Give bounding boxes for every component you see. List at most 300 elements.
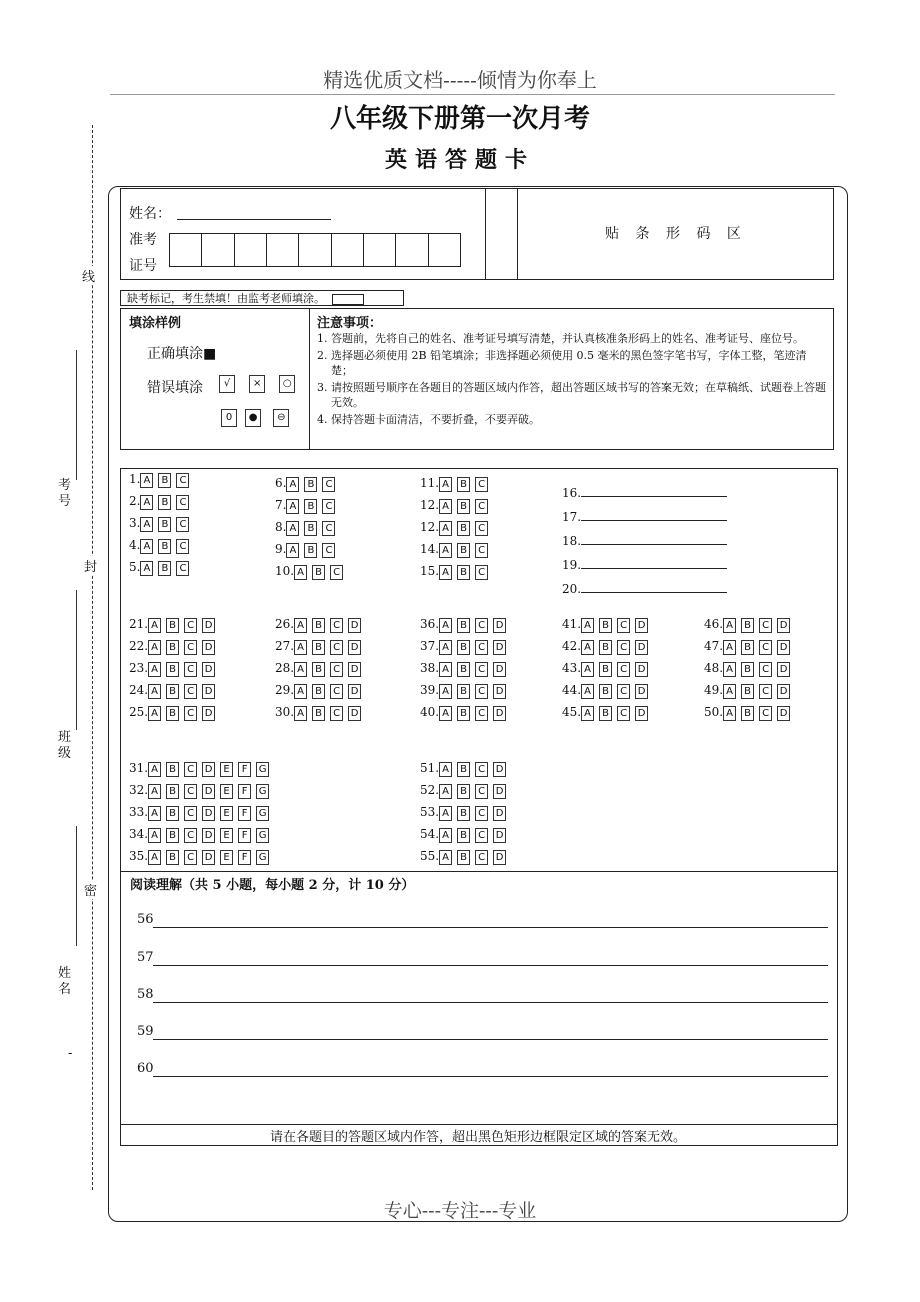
- option-bubble-c[interactable]: C: [184, 806, 197, 821]
- option-bubble-d[interactable]: D: [202, 806, 215, 821]
- option-bubble-c[interactable]: C: [184, 828, 197, 843]
- option-bubble-c[interactable]: C: [759, 684, 772, 699]
- sidebar-feng: 封: [84, 556, 100, 575]
- option-bubble-a[interactable]: A: [581, 640, 594, 655]
- option-bubble-b[interactable]: B: [457, 706, 470, 721]
- reading-title: 阅读理解（共 5 小题，每小题 2 分，计 10 分）: [130, 878, 415, 893]
- name-label: 姓名：: [129, 206, 171, 222]
- option-bubble-b[interactable]: B: [457, 828, 470, 843]
- mc-question-row: [275, 564, 348, 580]
- mc-question-row: [420, 476, 493, 492]
- fill-blank-row: [562, 556, 727, 572]
- option-bubble-d[interactable]: D: [777, 684, 790, 699]
- mc-question-row: [420, 849, 511, 865]
- option-bubble-b[interactable]: B: [304, 477, 317, 492]
- option-bubble-g[interactable]: G: [256, 850, 269, 865]
- option-bubble-a[interactable]: A: [723, 684, 736, 699]
- option-bubble-g[interactable]: G: [256, 806, 269, 821]
- question-number: 22.: [129, 639, 149, 653]
- option-bubble-a[interactable]: A: [439, 640, 452, 655]
- question-number: 46.: [704, 617, 724, 631]
- option-bubble-a[interactable]: A: [439, 565, 452, 580]
- option-bubble-d[interactable]: D: [202, 850, 215, 865]
- id-number-boxes[interactable]: [169, 233, 461, 267]
- option-bubble-a[interactable]: A: [148, 640, 161, 655]
- option-bubble-b[interactable]: B: [457, 784, 470, 799]
- wrong-mark-cross: ×: [249, 375, 265, 393]
- question-number: 4.: [129, 538, 141, 552]
- option-bubble-c[interactable]: C: [322, 521, 335, 536]
- option-bubble-e[interactable]: E: [220, 828, 233, 843]
- option-bubble-b[interactable]: B: [457, 565, 470, 580]
- option-bubble-f[interactable]: F: [238, 850, 251, 865]
- option-bubble-a[interactable]: A: [140, 539, 153, 554]
- option-bubble-f[interactable]: F: [238, 784, 251, 799]
- mc-question-row: [704, 683, 795, 699]
- question-number: 6.: [275, 476, 287, 490]
- option-bubble-d[interactable]: D: [493, 850, 506, 865]
- mc-question-row: [562, 705, 653, 721]
- mc-question-row: [562, 661, 653, 677]
- mc-question-row: [129, 472, 194, 488]
- option-bubble-b[interactable]: B: [457, 521, 470, 536]
- option-bubble-d[interactable]: D: [202, 640, 215, 655]
- option-bubble-b[interactable]: B: [158, 517, 171, 532]
- option-bubble-a[interactable]: A: [286, 543, 299, 558]
- option-bubble-c[interactable]: C: [322, 543, 335, 558]
- mc-question-row: [420, 783, 511, 799]
- option-bubble-c[interactable]: C: [475, 565, 488, 580]
- option-bubble-b[interactable]: B: [457, 618, 470, 633]
- option-bubble-a[interactable]: A: [140, 561, 153, 576]
- option-bubble-c[interactable]: C: [176, 495, 189, 510]
- option-bubble-c[interactable]: C: [184, 784, 197, 799]
- option-bubble-a[interactable]: A: [294, 662, 307, 677]
- question-number: 52.: [420, 783, 440, 797]
- mc-question-row: [420, 661, 511, 677]
- option-bubble-b[interactable]: B: [741, 640, 754, 655]
- option-bubble-b[interactable]: B: [166, 828, 179, 843]
- question-number: 42.: [562, 639, 582, 653]
- option-bubble-b[interactable]: B: [457, 640, 470, 655]
- option-bubble-d[interactable]: D: [202, 762, 215, 777]
- option-bubble-d[interactable]: D: [493, 762, 506, 777]
- question-number: 21.: [129, 617, 149, 631]
- option-bubble-c[interactable]: C: [176, 561, 189, 576]
- option-bubble-a[interactable]: A: [286, 499, 299, 514]
- mc-question-row: [129, 705, 220, 721]
- mc-question-row: [129, 783, 274, 799]
- option-bubble-b[interactable]: B: [312, 618, 325, 633]
- sidebar-rule-2: [76, 590, 78, 730]
- option-bubble-c[interactable]: C: [617, 684, 630, 699]
- option-bubble-a[interactable]: A: [439, 828, 452, 843]
- option-bubble-d[interactable]: D: [493, 784, 506, 799]
- option-bubble-g[interactable]: G: [256, 784, 269, 799]
- option-bubble-b[interactable]: B: [599, 684, 612, 699]
- reading-answer-line[interactable]: [153, 1076, 828, 1077]
- option-bubble-d[interactable]: D: [348, 640, 361, 655]
- option-bubble-c[interactable]: C: [475, 543, 488, 558]
- option-bubble-a[interactable]: A: [148, 850, 161, 865]
- option-bubble-b[interactable]: B: [304, 521, 317, 536]
- option-bubble-c[interactable]: C: [184, 618, 197, 633]
- option-bubble-a[interactable]: A: [286, 521, 299, 536]
- option-bubble-b[interactable]: B: [158, 561, 171, 576]
- option-bubble-d[interactable]: D: [202, 784, 215, 799]
- option-bubble-b[interactable]: B: [166, 762, 179, 777]
- option-bubble-g[interactable]: G: [256, 762, 269, 777]
- question-number: 38.: [420, 661, 440, 675]
- option-bubble-a[interactable]: A: [148, 706, 161, 721]
- option-bubble-b[interactable]: B: [599, 618, 612, 633]
- option-bubble-c[interactable]: C: [475, 762, 488, 777]
- option-bubble-d[interactable]: D: [202, 684, 215, 699]
- option-bubble-a[interactable]: A: [723, 618, 736, 633]
- option-bubble-d[interactable]: D: [777, 706, 790, 721]
- option-bubble-d[interactable]: D: [635, 684, 648, 699]
- question-number: 54.: [420, 827, 440, 841]
- option-bubble-c[interactable]: C: [184, 640, 197, 655]
- option-bubble-b[interactable]: B: [457, 806, 470, 821]
- question-number: 36.: [420, 617, 440, 631]
- option-bubble-b[interactable]: B: [457, 850, 470, 865]
- option-bubble-c[interactable]: C: [759, 618, 772, 633]
- option-bubble-b[interactable]: B: [166, 618, 179, 633]
- option-bubble-c[interactable]: C: [184, 762, 197, 777]
- option-bubble-a[interactable]: A: [439, 499, 452, 514]
- bottom-note: 请在各题目的答题区域内作答，超出黑色矩形边框限定区域的答案无效。: [269, 1130, 686, 1145]
- option-bubble-b[interactable]: B: [457, 662, 470, 677]
- name-field[interactable]: [177, 219, 331, 220]
- option-bubble-a[interactable]: A: [439, 543, 452, 558]
- option-bubble-d[interactable]: D: [777, 662, 790, 677]
- option-bubble-c[interactable]: C: [322, 477, 335, 492]
- option-bubble-a[interactable]: A: [439, 850, 452, 865]
- mc-question-row: [704, 639, 795, 655]
- option-bubble-a[interactable]: A: [723, 706, 736, 721]
- bottom-note-divider: [121, 1124, 837, 1125]
- wrong-mark-dot: ●: [245, 409, 261, 427]
- option-bubble-b[interactable]: B: [166, 850, 179, 865]
- option-bubble-a[interactable]: A: [148, 662, 161, 677]
- question-number: 47.: [704, 639, 724, 653]
- option-bubble-b[interactable]: B: [457, 684, 470, 699]
- option-bubble-c[interactable]: C: [475, 662, 488, 677]
- option-bubble-c[interactable]: C: [759, 640, 772, 655]
- question-number: 20.: [562, 582, 582, 596]
- option-bubble-c[interactable]: C: [184, 662, 197, 677]
- option-bubble-b[interactable]: B: [166, 784, 179, 799]
- option-bubble-c[interactable]: C: [475, 618, 488, 633]
- option-bubble-d[interactable]: D: [202, 662, 215, 677]
- option-bubble-c[interactable]: C: [184, 684, 197, 699]
- option-bubble-d[interactable]: D: [348, 706, 361, 721]
- option-bubble-b[interactable]: B: [741, 618, 754, 633]
- question-number: 41.: [562, 617, 582, 631]
- option-bubble-c[interactable]: C: [184, 706, 197, 721]
- option-bubble-b[interactable]: B: [166, 684, 179, 699]
- option-bubble-a[interactable]: A: [581, 662, 594, 677]
- option-bubble-b[interactable]: B: [312, 640, 325, 655]
- option-bubble-b[interactable]: B: [741, 706, 754, 721]
- option-bubble-b[interactable]: B: [166, 706, 179, 721]
- option-bubble-b[interactable]: B: [166, 640, 179, 655]
- option-bubble-c[interactable]: C: [475, 499, 488, 514]
- option-bubble-b[interactable]: B: [158, 473, 171, 488]
- option-bubble-c[interactable]: C: [617, 618, 630, 633]
- reading-question-number: 58: [137, 987, 154, 1002]
- mc-question-row: [129, 805, 274, 821]
- option-bubble-a[interactable]: A: [294, 640, 307, 655]
- mc-question-row: [129, 617, 220, 633]
- option-bubble-d[interactable]: D: [635, 706, 648, 721]
- option-bubble-b[interactable]: B: [457, 499, 470, 514]
- option-bubble-a[interactable]: A: [294, 684, 307, 699]
- question-number: 37.: [420, 639, 440, 653]
- instructions-box: [120, 308, 834, 450]
- option-bubble-d[interactable]: D: [348, 684, 361, 699]
- option-bubble-d[interactable]: D: [635, 640, 648, 655]
- question-number: 19.: [562, 558, 582, 572]
- option-bubble-c[interactable]: C: [184, 850, 197, 865]
- option-bubble-b[interactable]: B: [166, 806, 179, 821]
- instructions-divider: [309, 309, 311, 449]
- option-bubble-d[interactable]: D: [493, 828, 506, 843]
- option-bubble-c[interactable]: C: [475, 784, 488, 799]
- option-bubble-a[interactable]: A: [581, 618, 594, 633]
- option-bubble-a[interactable]: A: [294, 618, 307, 633]
- question-number: 45.: [562, 705, 582, 719]
- option-bubble-f[interactable]: F: [238, 806, 251, 821]
- option-bubble-a[interactable]: A: [581, 706, 594, 721]
- option-bubble-d[interactable]: D: [202, 618, 215, 633]
- option-bubble-d[interactable]: D: [493, 640, 506, 655]
- option-bubble-b[interactable]: B: [741, 662, 754, 677]
- option-bubble-e[interactable]: E: [220, 850, 233, 865]
- note-item: 2. 选择题必须使用 2B 铅笔填涂；非选择题必须使用 0.5 毫米的黑色签字笔书写，字体工整，笔迹清楚；: [317, 349, 807, 377]
- option-bubble-c[interactable]: C: [322, 499, 335, 514]
- option-bubble-d[interactable]: D: [493, 662, 506, 677]
- option-bubble-a[interactable]: A: [148, 618, 161, 633]
- option-bubble-a[interactable]: A: [439, 477, 452, 492]
- option-bubble-c[interactable]: C: [176, 517, 189, 532]
- option-bubble-c[interactable]: C: [475, 706, 488, 721]
- option-bubble-c[interactable]: C: [330, 640, 343, 655]
- wrong-marks-row-1: [219, 375, 300, 393]
- option-bubble-d[interactable]: D: [348, 618, 361, 633]
- question-number: 29.: [275, 683, 295, 697]
- answer-line[interactable]: [581, 556, 727, 569]
- option-bubble-b[interactable]: B: [158, 495, 171, 510]
- option-bubble-a[interactable]: A: [148, 784, 161, 799]
- option-bubble-d[interactable]: D: [493, 706, 506, 721]
- notes-list: [317, 331, 827, 427]
- mc-question-row: [275, 542, 340, 558]
- reading-answer-line[interactable]: [153, 1039, 828, 1040]
- barcode-area: 贴 条 形 码 区: [605, 226, 747, 242]
- option-bubble-b[interactable]: B: [457, 543, 470, 558]
- option-bubble-b[interactable]: B: [457, 762, 470, 777]
- option-bubble-d[interactable]: D: [493, 684, 506, 699]
- mc-question-row: [420, 805, 511, 821]
- reading-answer-line[interactable]: [153, 927, 828, 928]
- option-bubble-a[interactable]: A: [439, 806, 452, 821]
- question-number: 10.: [275, 564, 295, 578]
- option-bubble-b[interactable]: B: [599, 706, 612, 721]
- info-divider-1: [485, 189, 487, 279]
- wrong-mark-zero: 0: [221, 409, 237, 427]
- reading-question-number: 56: [137, 912, 154, 927]
- option-bubble-a[interactable]: A: [286, 477, 299, 492]
- mc-question-row: [420, 617, 511, 633]
- option-bubble-c[interactable]: C: [475, 850, 488, 865]
- question-number: 55.: [420, 849, 440, 863]
- option-bubble-b[interactable]: B: [312, 565, 325, 580]
- option-bubble-c[interactable]: C: [176, 473, 189, 488]
- mc-question-row: [129, 683, 220, 699]
- mc-question-row: [129, 661, 220, 677]
- question-number: 50.: [704, 705, 724, 719]
- option-bubble-b[interactable]: B: [312, 684, 325, 699]
- answer-line[interactable]: [581, 580, 727, 593]
- option-bubble-b[interactable]: B: [312, 706, 325, 721]
- question-number: 35.: [129, 849, 149, 863]
- fill-blank-row: [562, 484, 727, 500]
- option-bubble-b[interactable]: B: [166, 662, 179, 677]
- option-bubble-c[interactable]: C: [330, 565, 343, 580]
- reading-question-number: 60: [137, 1061, 154, 1076]
- option-bubble-d[interactable]: D: [202, 706, 215, 721]
- absent-mark-box[interactable]: [332, 294, 364, 305]
- answer-line[interactable]: [581, 508, 727, 521]
- answer-line[interactable]: [581, 484, 727, 497]
- sidebar-xian: 线: [82, 266, 95, 285]
- option-bubble-f[interactable]: F: [238, 828, 251, 843]
- reading-answer-line[interactable]: [153, 1002, 828, 1003]
- wrong-marks-row-2: [221, 409, 294, 427]
- reading-question-number: 59: [137, 1024, 154, 1039]
- option-bubble-b[interactable]: B: [599, 640, 612, 655]
- option-bubble-g[interactable]: G: [256, 828, 269, 843]
- option-bubble-b[interactable]: B: [304, 543, 317, 558]
- option-bubble-b[interactable]: B: [599, 662, 612, 677]
- example-title: 填涂样例: [129, 316, 182, 331]
- option-bubble-a[interactable]: A: [148, 684, 161, 699]
- option-bubble-c[interactable]: C: [475, 477, 488, 492]
- option-bubble-c[interactable]: C: [330, 662, 343, 677]
- answer-line[interactable]: [581, 532, 727, 545]
- option-bubble-a[interactable]: A: [294, 565, 307, 580]
- option-bubble-d[interactable]: D: [493, 618, 506, 633]
- question-number: 14.: [420, 542, 440, 556]
- option-bubble-c[interactable]: C: [617, 706, 630, 721]
- mc-question-row: [562, 639, 653, 655]
- page-header: 精选优质文档-----倾情为你奉上: [323, 68, 597, 92]
- option-bubble-c[interactable]: C: [330, 684, 343, 699]
- option-bubble-b[interactable]: B: [312, 662, 325, 677]
- sidebar-kaohao: 考号: [58, 478, 72, 509]
- option-bubble-c[interactable]: C: [330, 706, 343, 721]
- option-bubble-a[interactable]: A: [140, 495, 153, 510]
- option-bubble-a[interactable]: A: [439, 684, 452, 699]
- option-bubble-e[interactable]: E: [220, 762, 233, 777]
- option-bubble-e[interactable]: E: [220, 806, 233, 821]
- option-bubble-b[interactable]: B: [158, 539, 171, 554]
- option-bubble-a[interactable]: A: [723, 640, 736, 655]
- question-number: 30.: [275, 705, 295, 719]
- note-item: 4. 保持答题卡面清洁，不要折叠，不要弄破。: [317, 413, 540, 426]
- question-number: 31.: [129, 761, 149, 775]
- mc-question-row: [275, 661, 366, 677]
- question-number: 26.: [275, 617, 295, 631]
- header-divider: [110, 94, 835, 95]
- option-bubble-a[interactable]: A: [439, 784, 452, 799]
- option-bubble-c[interactable]: C: [617, 662, 630, 677]
- option-bubble-d[interactable]: D: [777, 640, 790, 655]
- option-bubble-c[interactable]: C: [176, 539, 189, 554]
- option-bubble-a[interactable]: A: [439, 618, 452, 633]
- option-bubble-d[interactable]: D: [635, 618, 648, 633]
- option-bubble-c[interactable]: C: [330, 618, 343, 633]
- option-bubble-a[interactable]: A: [140, 473, 153, 488]
- option-bubble-a[interactable]: A: [581, 684, 594, 699]
- reading-answer-line[interactable]: [153, 965, 828, 966]
- mc-question-row: [129, 849, 274, 865]
- question-number: 39.: [420, 683, 440, 697]
- option-bubble-a[interactable]: A: [439, 662, 452, 677]
- question-number: 51.: [420, 761, 440, 775]
- id-label-2: 证号: [129, 258, 157, 274]
- option-bubble-f[interactable]: F: [238, 762, 251, 777]
- wrong-mark-circle: ○: [279, 375, 295, 393]
- option-bubble-c[interactable]: C: [475, 640, 488, 655]
- option-bubble-a[interactable]: A: [148, 762, 161, 777]
- option-bubble-e[interactable]: E: [220, 784, 233, 799]
- option-bubble-a[interactable]: A: [439, 521, 452, 536]
- question-number: 17.: [562, 510, 582, 524]
- option-bubble-c[interactable]: C: [475, 828, 488, 843]
- option-bubble-a[interactable]: A: [439, 762, 452, 777]
- correct-example: [147, 343, 216, 363]
- option-bubble-d[interactable]: D: [635, 662, 648, 677]
- option-bubble-c[interactable]: C: [759, 706, 772, 721]
- option-bubble-c[interactable]: C: [475, 521, 488, 536]
- option-bubble-d[interactable]: D: [493, 806, 506, 821]
- option-bubble-a[interactable]: A: [148, 828, 161, 843]
- question-number: 15.: [420, 564, 440, 578]
- option-bubble-c[interactable]: C: [759, 662, 772, 677]
- page-title: 八年级下册第一次月考: [329, 104, 590, 134]
- info-box: [120, 188, 834, 280]
- option-bubble-c[interactable]: C: [475, 806, 488, 821]
- option-bubble-b[interactable]: B: [457, 477, 470, 492]
- option-bubble-a[interactable]: A: [140, 517, 153, 532]
- option-bubble-c[interactable]: C: [617, 640, 630, 655]
- mc-question-row: [129, 538, 194, 554]
- option-bubble-a[interactable]: A: [439, 706, 452, 721]
- option-bubble-b[interactable]: B: [741, 684, 754, 699]
- option-bubble-d[interactable]: D: [777, 618, 790, 633]
- option-bubble-a[interactable]: A: [148, 806, 161, 821]
- option-bubble-c[interactable]: C: [475, 684, 488, 699]
- option-bubble-d[interactable]: D: [202, 828, 215, 843]
- option-bubble-a[interactable]: A: [294, 706, 307, 721]
- option-bubble-a[interactable]: A: [723, 662, 736, 677]
- option-bubble-d[interactable]: D: [348, 662, 361, 677]
- mc-question-row: [275, 617, 366, 633]
- option-bubble-b[interactable]: B: [304, 499, 317, 514]
